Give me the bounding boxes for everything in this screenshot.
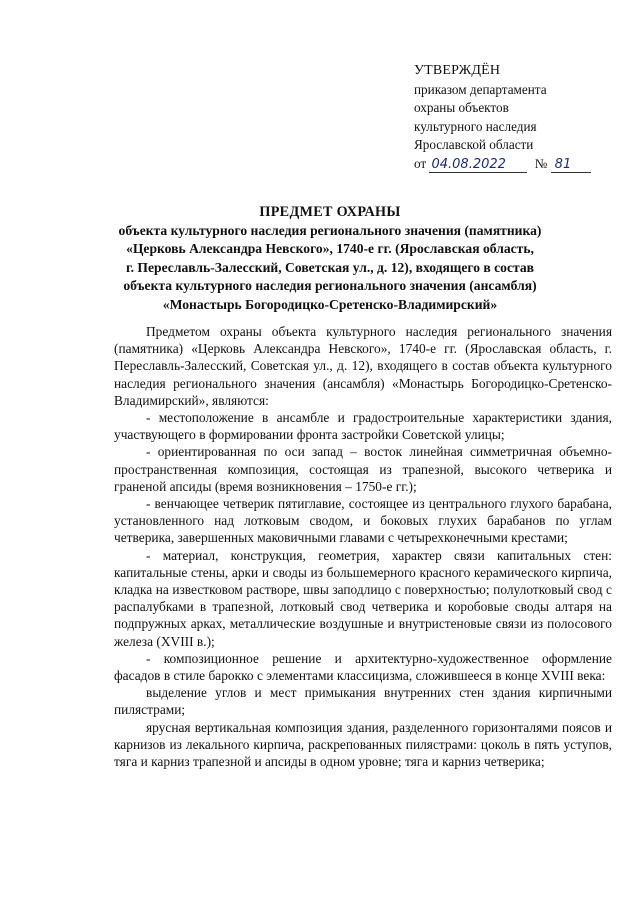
body-paragraph: - местоположение в ансамбле и градостроительные характеристики здания, участвующего в формировании фронта застройки Советской улицы; bbox=[114, 410, 612, 443]
approval-line: культурного наследия bbox=[414, 118, 537, 134]
handwritten-number: 81 bbox=[551, 158, 591, 173]
body-paragraph: Предметом охраны объекта культурного наследия регионального значения (памятника) «Церковь Александра Невского», 1740-е гг. (Ярославская область, г. Переславль-Залесский, Советская ул., д. 12), входящего в состав объекта культурного наследия регионального значения (ансамбля) «Монастырь Богородицко-Сретенско-Владимирский», являются: bbox=[114, 324, 612, 408]
number-sign: № bbox=[534, 155, 548, 171]
subtitle-line: объекта культурного наследия регионального значения (ансамбля) bbox=[123, 278, 537, 294]
body-paragraph: - ориентированная по оси запад – восток линейная симметричная объемно-пространственная композиция, состоящая из трапезной, высокого четверика и граненой апсиды (время возникновения – 1750-е гг.); bbox=[114, 444, 612, 494]
handwritten-date: 04.08.2022 bbox=[429, 158, 527, 173]
approval-line: охраны объектов bbox=[414, 100, 509, 116]
date-prefix: от bbox=[414, 155, 427, 171]
subtitle-line: «Монастырь Богородицко-Сретенско-Владимирский» bbox=[162, 296, 498, 312]
approval-line: приказом департамента bbox=[414, 81, 547, 97]
approval-heading: УТВЕРЖДЁН bbox=[414, 63, 501, 78]
body-paragraph: - материал, конструкция, геометрия, характер связи капитальных стен: капитальные стены, арки и своды из большемерного красного керамического кирпича, кладка на известковом растворе, швы заподлицо с поверхностью; полулотковый свод с распалубками в трапезной, лотковый свод четверика и коробовые своды алтаря на подпружных арках, металлические воздушные и внутристеновые связи из полосового железа (XVIII в.); bbox=[114, 547, 612, 649]
document-body bbox=[114, 323, 612, 770]
subtitle-line: г. Переславль-Залесский, Советская ул., д. 12), входящего в состав bbox=[126, 259, 534, 275]
body-paragraph: - композиционное решение и архитектурно-художественное оформление фасадов в стиле барокко с элементами классицизма, сложившееся в конце XVIII века: bbox=[114, 650, 612, 684]
body-paragraph: - венчающее четверик пятиглавие, состоящее из центрального глухого барабана, установленного над лотковым сводом, и боковых глухих барабанов по углам четверика, завершенных маковичными главами с четырехконечными крестами; bbox=[114, 496, 612, 546]
subtitle-line: объекта культурного наследия регионального значения (памятника) bbox=[118, 222, 542, 238]
document-title: ПРЕДМЕТ ОХРАНЫ bbox=[259, 204, 401, 220]
body-paragraph: выделение углов и мест примыкания внутренних стен здания кирпичными пилястрами; bbox=[114, 685, 612, 718]
body-paragraph: ярусная вертикальная композиция здания, разделенного горизонталями поясов и карнизов из лекального кирпича, раскрепованных пилястрами: цоколь в пять уступов, тяга и карниз трапезной и апсиды в одном уровне; тяга и карниз четверика; bbox=[114, 719, 612, 770]
document-title-block bbox=[90, 203, 570, 315]
approval-stamp bbox=[414, 62, 614, 174]
subtitle-line: «Церковь Александра Невского», 1740-е гг. (Ярославская область, bbox=[126, 241, 534, 257]
approval-line: Ярославской области bbox=[414, 137, 534, 153]
approval-date-line bbox=[414, 155, 614, 174]
